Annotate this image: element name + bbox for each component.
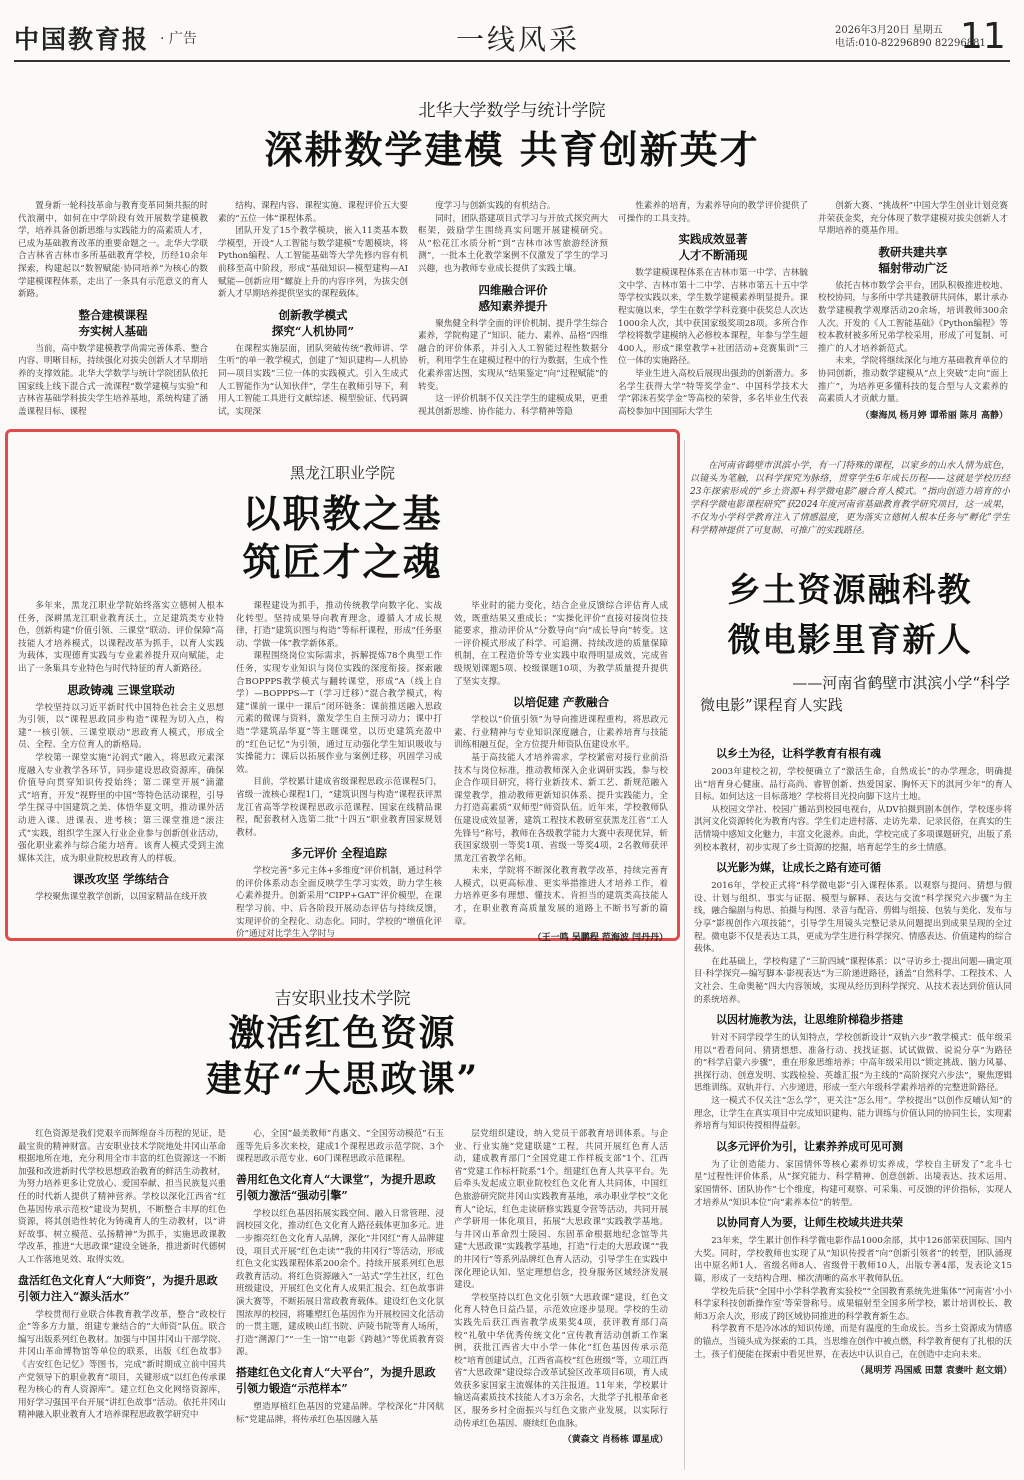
paragraph: 学校以“价值引领”为导向推进课程重构，将思政元素、行业精神与专业知识深度融合，让素养培育与技能训练相融互促，全方位提升师资队伍建设水平。 [454,715,668,751]
article2-column-3 [454,600,668,944]
subtitle-line: 微电影”课程育人实践 [700,696,843,714]
paragraph: 这一模式不仅关注“怎么学”，更关注“怎么用”。学校提出“以创作反哺认知”的理念，让学生在真实项目中完成知识建构、能力训练与价值认同的协同生长，实现素养培育与知识传授相得益彰。 [694,1096,1012,1132]
paragraph: 学校以红色基因拓展实践空间、融入日常管理、浸润校园文化，推动红色文化育人路径载体更加多元。进一步擦亮红色文化育人品牌，深化“井冈红”育人品牌建设，项目式开展“红色走读”“我的井冈行”等活动，形成红色文化实践课程体系200余个。持续开展系列红色思政教育活动。将红色资源融入“一站式”学生社区，红色班级建设，开展红色文化育人成果汇报会、红色故事讲演大赛等，不断拓展日常政教育载体。建设红色文化氛围浓厚的校园，将雕塑红色基因作为开展校园文化活动的一贯主题，建成映山红书院、庐陵书院等育人场所，打造“溯源门”“一生一馆”“电影《跨越》”等优质教育资源。 [236,1208,444,1358]
masthead-rule [14,60,1010,62]
paragraph: 毕业生进入高校后展现出强劲的创新潜力。多名学生获得大学“特等奖学金”、中国科学技术大学“郭沫若奖学金”等高校的荣誉，多名毕业生代表高校参加中国国际大学生 [618,368,808,417]
column-divider [684,440,685,1470]
subheading: 以乡土为径，让科学教育有根有魂 [716,747,881,760]
title-line: 筑匠才之魂 [242,539,443,584]
paragraph: 学校先后获“全国中小学科学教育实验校”“全国教育系统先进集体”“河南省‘小小科学家科技创新操作室’等荣誉称号。成果辐射至全国多所学校，累计培训校长、教师3万余人次，形成了跨区域协同推进的科学教育新生态。 [694,1286,1012,1322]
article2-kicker: 黑龙江职业学院 [289,464,395,482]
article2-column-2 [236,600,442,940]
paragraph: 学校完善“多元主体+多维度”评价机制，通过科学的评价体系动态全面反映学生学习实效，助力学生核心素养提升。创新采用“CIPP+GAT”评价模型，在课程学习前、中、后各阶段开展动态评估与持续反馈，实现评价的全程化、动态化。同时，学校的“增值化评价”通过对比学生入学时与 [236,866,442,940]
subtitle-line: ——河南省鹤壁市淇滨小学“科学 [792,674,1010,692]
paragraph: 团队开发了15个教学模块，嵌入11类基本数学模型，开设“人工智能与数学建模”专题模块，将Python编程、人工智能基础等大学先修内容有机前移至高中阶段，形成“基础知识—模型建构—AI赋能—创新应用”螺旋上升的内容序列，为拔尖创新人才早期培养提供坚实的课程载体。 [218,226,408,300]
subheading: 思政铸魂 三课堂联动 [67,682,175,697]
paragraph: 度学习与创新实践的有机结合。 [435,201,556,211]
article4-column-1 [18,1128,226,1470]
article4-title [10,1010,675,1102]
paragraph: 学校聚焦课堂教学创新，以国家精品在线开放 [35,892,208,903]
paragraph: 在课程实施层面，团队突破传统“教师讲、学生听”的单一教学模式，创建了“知识建构—人机协同—项目实践”三位一体的实践模式。引入生成式人工智能作为“认知伙伴”，学生在教师引导下，利用人工智能工具进行文献综述、模型验证、代码调试，实现深 [218,343,408,417]
paragraph: 多年来，黑龙江职业学院始终落实立德树人根本任务，深耕黑龙江职业教育沃土，立足建筑类专业特色，创新构建“价值引领、三课堂”联动、评价保障”高技能人才培养模式，以课程改革为抓手，以育人实践为载体，实现德育实践与专业素养提升双向赋能，走出了一条集具专业特色与时代特征的育人新路径。 [18,601,224,674]
paragraph: 学校第一课堂实施“沁润式”融入，将思政元素深度融入专业教学各环节，同步建设思政资源库，确保价值导向贯穿知识传授始终；第二课堂开展“滴灌式”培育，开发“视野里的中国”等特色活动课程，引导学生探寻中国建筑之美、体悟华夏文明，推动课外活动进入课、进课表、进考核；第三课堂推进“滚注式”实践，组织学生深入行业企业参与创新创业活动，强化职业素养与综合能力培育。该育人模式受到主流媒体关注，成为职业院校思政育人的样板。 [18,752,224,864]
subheading: 盘活红色文化育人“大师资”，为提升思政引领力注入“源头活水” [18,1273,218,1303]
title-line: 微电影里育新人 [727,620,973,659]
article4-kicker: 吉安职业技术学院 [274,989,411,1009]
subheading: 课改攻坚 学练结合 [72,872,169,887]
subheading: 创新教学模式 探究“人机协同” [271,307,355,338]
article1-column-3 [418,200,608,428]
paragraph: 层党组织建设，纳入党员干部教育培训体系。与企业、行业实施“党建联建”工程，共同开展红色育人活动，建成教育部门“全国党建工作样板支部”1个、江西省“党建工作标杆院系”1个。组建红色育人共享平台。先后牵头发起成立职业院校红色文化育人共同体，中国红色旅游研究院井冈山实践教育基地，承办职业学校“文化育人”论坛，红色走读研修实践夏令营等活动，共同开展产学研用一体化项目，拓展“大思政课”实践教学基地。与井冈山革命烈士陵园、东固革命根据地纪念馆等共建“大思政课”实践教学基地，打造“行走的大思政课”“我的井冈行”等系列品牌红色育人活动，引导学生在实践中深化理论认知、坚定理想信念，投身服务区域经济发展建设。 [454,1129,668,1291]
article1-kicker: 北华大学数学与统计学院 [418,101,606,121]
ad-label: · 广告 [160,31,197,47]
page-number: 11 [960,16,1006,57]
paragraph: 学校坚持以习近平新时代中国特色社会主义思想为引领，以“课程思政同步构造”课程为切入点，构建“一核引领、三课堂联动”思政育人模式，形成全员、全程、全方位育人的新格局。 [18,702,224,751]
paragraph: 针对不同学段学生的认知特点，学校创新设计“双轨六步”教学模式：低年级采用以“看看问问、猜猜想想、准备行动、找找证据、试试做做、说说分享”为路径的“科学启蒙六步骤”，重在形象思维培养；中高年级采用以“锁定挑战、脑力风暴、拱探行动、创意发明、实践检验、英雄汇报”为主线的“高阶探究六步法”，聚焦逻辑思维训练。双轨并行、六步递进，形成一至六年级科学素养培养的完整进阶路径。 [694,1033,1012,1094]
paragraph: 基于高技能人才培养需求，学校紧密对接行业前沿技术与岗位标准，推动教师深入企业调研实践，参与校企合作项目研究，将行业新技术、新工艺、新规范融入课堂教学，推动教师更新知识体系、提升实践能力，全力打造高素质“双师型”师资队伍。近年来，学校教师队伍建设成效显著，建筑工程技术教研室获黑龙江省“工人先锋号”称号，教师在各级教学能力大赛中表现优异，斩获国家级别一等奖1项、省级一等奖4项，2名教师获评黑龙江省教学名师。 [454,752,668,864]
title-line: 以职教之基 [242,491,443,536]
article4-column-3 [454,1128,668,1470]
article3-intro: 在河南省鹤壁市淇滨小学，有一门特殊的课程，以家乡的山水人情为底色，以镜头为笔触，以科学探究为脉络，贯穿学生6年成长历程——这就是学校历经23年探索形成的“乡土资源+科学微电影”融合育人模式。“指向创造力培育的小学科学微电影课程研究”获2024年度河南省基础教育教学研究项目，这一成果，不仅为小学科学教育注入了情感温度，更为落实立德树人根本任务与“孵化”学生科学精神提供了可复制、可推广的实践路径。 [690,461,1010,536]
paragraph: 23年来，学生累计创作科学微电影作品1000余部，其中126部荣获国际、国内大奖。同时，学校教师也实现了从“知识传授者”向“创新引领者”的转型，团队涌现出中原名师1人、省级名师8人、省级骨干教师10人，出版专著4部，发表论文15篇，形成了一支结构合理、梯次清晰的高水平教师队伍。 [694,1236,1012,1284]
byline: （秦海凤 杨月婷 谭希丽 陈月 高静） [860,410,1008,421]
paragraph: 性素养的培育，为素养导向的教学评价提供了可操作的工具支持。 [618,201,808,224]
subheading: 以培促建 产教融合 [512,695,609,710]
title-line: 激活红色资源 [228,1012,457,1054]
article2-column-1 [18,600,224,934]
paragraph: 科学教育不是冷冰冰的知识传递，而是有温度的生命成长。当乡土资源成为情感的锚点，当镜头成为探索的工具，当思维在创作中被点燃，科学教育便有了扎根的沃土，孩子们便能在探索中看见世界，在表达中认识自己，在创造中走向未来。 [694,1324,1012,1360]
subheading: 以因材施教为法，让思维阶梯稳步搭建 [716,1013,903,1027]
subheading: 整合建模课程 夯实树人基础 [78,307,148,338]
paragraph: 红色资源是我们党艰辛而辉煌奋斗历程的见证，是最宝贵的精神财富。吉安职业技术学院地处井冈山革命根据地所在地，充分利用全市丰富的红色资源这一不断加强和改进新时代学校思想政治教育的鲜活生动教材，为努力培养更多让党放心、爱国奉献、担当民族复兴重任的时代新人提供了精神营养。学校以深化江西省“红色基因传承示范校”建设为契机，不断整合丰厚的红色资源，将其创造性转化为铸魂育人的生动教材，以“讲好故事、树立模范、弘扬精神”为抓手，实施思政课教学改革，推进“大思政课”建设全链条，推进新时代德树人工作落地见效、取得实效。 [18,1129,226,1265]
paragraph: 心，全国“最美教师”肖惠文、“全国劳动模范”石玉莲等先后多次来校，建成1个课程思政示范学院、3个课程思政示范专业、60门课程思政示范课程。 [236,1129,444,1165]
article1-column-5 [818,200,1008,428]
paragraph: 毕业时的能力变化，结合企业反馈综合评估育人成效，既重结果又重成长；“实操化评价”直接对接岗位技能要求，推动评价从“分数导向”向“成长导向”转变。这一评价模式形成了科学、可追溯、持续改进的质量保障机制，在工程造价等专业实践中取得明显成效，完成省级规划课题5项、校级课题10项，为教学质量提升提供了坚实支撑。 [454,601,668,687]
paragraph: 这一评价机制不仅关注学生的建模成果，更重视其创新思维、协作能力、科学精神等隐 [418,394,608,417]
article2-title [10,490,675,586]
paragraph: 置身新一轮科技革命与教育变革同频共振的时代浪潮中，如何在中学阶段有效开展数学建模教学，培养具备创新思维与实践能力的高素质人才，已成为基础教育改革的重要命题之一。北华大学联合吉林省吉林市多所基础教育学校，历经10余年探索，构建起以“数智赋能·协同培养”为核心的数学建模课程体系，走出了一条具有示范意义的育人新路。 [18,201,208,300]
paragraph: 课程建设为抓手，推动传统教学向数字化、实战化转型。坚持成果导向教育理念，遵循人才成长规律，打造“建筑识图与构造”等标杆课程，形成“任务驱动、学做一体”教学新体系。 [236,601,442,649]
paragraph: 在此基础上，学校构建了“三阶四域”课程体系：以“寻访乡土·提出问题—确定项目·科学探究—编写脚本·影视表达”为三阶递进路径，涵盖“自然科学、工程技术、人文社会、生命奥秘”四大内容领域，实现从经历到科学探究、从技术表达到价值认同的系统培养。 [694,956,1012,1005]
article1-column-1 [18,200,208,428]
paragraph: 依托吉林市数学会平台，团队积极推进校地、校校协同，与多所中学共建教研共同体，累计承办数学建模教学观摩活动20余场，培训教师300余人次。开发的《人工智能基础》《Python编程》等校本教材被多所兄弟学校采用，形成了可复制、可推广的人才培养新范式。 [818,280,1008,354]
article3-title [690,565,1010,665]
section-title: 一线风采 [456,23,581,56]
paragraph: 聚焦健全科学全面的评价机制、提升学生综合素养，学院构建了“知识、能力、素养、品格”四维融合的评价体系，并引入人工智能过程性数据分析，利用学生在建模过程中的行为数据，生成个性化素养雷达图，实现从“结果鉴定”向“过程赋能”的转变。 [418,318,608,392]
byline: （晁明芳 冯国威 田慧 袁妻叶 赵文娟） [855,1366,1012,1377]
paragraph: 结构、课程内容、课程实施、课程评价五大要素的“五位一体”课程体系。 [218,201,408,224]
paragraph: 未来，学院将继续深化与地方基础教育单位的协同创新，推动数学建模从“点上突破”走向“面上推广”，为培养更多懂科技的复合型与人文素养的高素质人才贡献力量。 [818,356,1008,405]
subheading: 以协同育人为要，让师生校域共进共荣 [716,1216,903,1230]
paragraph: 2016年，学校正式将“科学微电影”引入课程体系。以观察与提问、猜想与假设、计划与组织、事实与证据、模型与解释、表达与交流“科学探究六步骤”为主线，融合编剧与构思、拍摄与构图、录音与配音、剪辑与组接、包装与美化、发布与分享“影视创作六项技能”，引导学生用镜头完整记录从问题提出到成果呈现的全过程。微电影不仅是表达工具，更成为学生进行科学探究、情感表达、价值建构的综合载体。 [694,881,1012,955]
subheading: 以光影为媒，让成长之路有迹可循 [716,861,881,875]
article3-body [694,740,1012,1468]
title-line: 乡土资源融科教 [727,570,973,609]
article1-column-4 [618,200,808,428]
paragraph: 目前，学校累计建成省级课程思政示范课程5门，省级一流核心课程1门，“建筑识图与构造”课程获评黑龙江省高等学校课程思政示范课程、国家在线精品课程，配套教材入选第二批“十四五”职业教育国家规划教材。 [236,777,442,838]
title-line: 建好“大思政课” [205,1058,480,1100]
subheading: 以多元评价为引，让素养养成可见可测 [716,1139,903,1153]
newspaper-logo: 中国教育报 [14,25,150,54]
paragraph: 学校坚持以红色文化引领“大思政课”建设，红色文化育人特色日益凸显，示范效应逐步显现。学校的生动实践先后获江西省教学成果奖4项，获评教育部门高校“礼敬中华优秀传统文化”宣传教育活动创新工作案例，获批江西省大中小学一体化“红色基因传承示范校”培育创建试点，江西省高校“红色班级”等，立项江西省“大思政课”建设综合改革试验区改革项目6项，育人成效获多家国家主流媒体的关注报道。11年来，学校累计输送高素质技术技能人才3万余名，大批学子扎根革命老区，服务乡村全面振兴与红色文旅产业发展，以实际行动传承红色基因、赓续红色血脉。 [454,1292,668,1429]
subheading: 善用红色文化育人“大课堂”，为提升思政引领力激活“强动引擎” [236,1172,436,1202]
paragraph: 同时，团队搭建项目式学习与开放式探究两大框架，鼓励学生围绕真实问题开展建模研究。从“松花江水质分析”到“吉林市冰雪旅游经济预测”，一批本土化教学案例不仅激发了学生的学习兴趣，也为教师专业成长提供了实践土壤。 [418,213,608,274]
paragraph: 创新大赛、“挑战杯”中国大学生创业计划竞赛并荣获金奖，充分体现了数学建模对拔尖创新人才早期培养的奠基作用。 [818,201,1008,237]
subheading: 教研共建共享 辐射带动广泛 [878,244,948,275]
byline: （王一鸣 吴鹏程 范海波 闫丹丹） [532,933,668,944]
issue-phone: 电话:010-82296890 82296881 [835,38,986,49]
byline: （黄森文 肖杨栋 谭星成） [562,1435,668,1446]
article4-column-2 [236,1128,444,1470]
article1-title: 深耕数学建模 共育创新英才 [264,127,760,172]
article1-column-2 [218,200,408,428]
subheading: 四维融合评价 感知素养提升 [478,282,548,313]
paragraph: 未来，学院将不断深化教育教学改革，持续完善育人模式，以更高标准、更实举措推进人才培养工作，着力培养更多有理想、懂技术、肯担当的建筑类高技能人才，在职业教育高质量发展的道路上不断书写新的篇章。 [454,866,668,927]
subheading: 搭建红色文化育人“大平台”，为提升思政引领力锻造“示范样本” [236,1365,436,1395]
paragraph: 数学建模课程体系在吉林市第一中学、吉林毓文中学、吉林市第十二中学、吉林市第五十五中学等学校实践以来，学生数学建模素养明显提升。课程实施以来，学生在数学学科竞赛中获奖总人次达1000余人次，其中获国家级奖项28项。多所合作学校将数学建模纳入必修校本课程，年参与学生超400人，形成“课堂教学+社团活动+竞赛集训”三位一体的实施路径。 [618,268,808,367]
article3-subtitle [700,672,1010,716]
subheading: 多元评价 全程追踪 [290,846,387,861]
issue-date: 2026年3月20日 星期五 [835,25,943,36]
paragraph: 课程围绕岗位实际需求，拆解提炼78个典型工作任务，实现专业知识与岗位实践的深度衔接。探索融合BOPPPS教学模式与翻转课堂，形成“A（线上自学）—BOPPPS—T（学习迁移）”混合教学模式，构建“课前一课中一课后”闭环链条：课前推送融入思政元素的微课与资料，激发学生自主预习动力；课中打造“学建筑品华夏”等主题课堂，以历史建筑充盈中的“红色记忆”为引领，通过互动强化学生知识吸收与实操能力；课后以拓展作业与案例迁移，巩固学习成效。 [236,651,442,775]
subheading: 实践成效显著 人才不断涌现 [678,232,748,263]
paragraph: 从校园文学社、校园广播站到校园电视台，从DV拍摄到剧本创作，学校逐步将淇河文化资源转化为教育内容。学生们走进村落、走访先辈、记录民俗，在真实的生活情境中感知文化魅力，丰富文化滋养。由此，学校完成了多项课题研究，出版了系列校本教材，初步实现了乡土资源的挖掘，培育起学生的乡土情感。 [694,804,1012,853]
paragraph: 为了让创造能力、家国情怀等核心素养切实养成，学校自主研发了“北斗七星”过程性评价体系，从“探究能力、科学精神、创意创新、出境表达、技术运用、家国情怀、团队协作”七个维度，构建可观察、可采集、可反馈的评价指标，实现人才培养从“知识本位”向“素养本位”的转型。 [694,1159,1012,1208]
paragraph: 当前，高中数学建模教学尚需完善体系、整合内容、明晰目标，持续强化对拔尖创新人才早期培养的支撑效能。北华大学数学与统计学院团队依托国家线上线下混合式一流课程“数学建模与实验”和吉林省基础学科拔尖学生培养基地，系统构建了涵盖课程目标、课程 [18,343,208,417]
paragraph: 2003年建校之初，学校便确立了“激活生命，自然成长”的办学理念，明确提出“培育身心健康、品行高尚、睿智创新、热爱国家、胸怀天下的淇河少年”的育人目标。如何达这一目标落地？学校将目光投向脚下这片土地。 [694,767,1012,803]
paragraph: 学校贯彻行业联合体教育教学改革，整合“政校行企”等多方力量，组建专兼结合的“大师资”队伍。联合编写出版系列红色教材。加强与中国井冈山干部学院、井冈山革命博物馆等单位的联系，出版《红色故事》《吉安红色记忆》等图书，完成“新时期成立前中国共产党领导下的职业教育”项目，关键形成“以红色传承课程为核心的育人资源库”。建立红色文化网络资源库，用好学习强国平台开展“讲红色故事”活动。依托井冈山精神融入职业教育人才培养课程思政教学研究中 [18,1309,226,1421]
paragraph: 塑造厚植红色基因的党建品牌。学校深化“井冈航标”党建品牌，将传承红色基因融入基 [236,1401,444,1425]
